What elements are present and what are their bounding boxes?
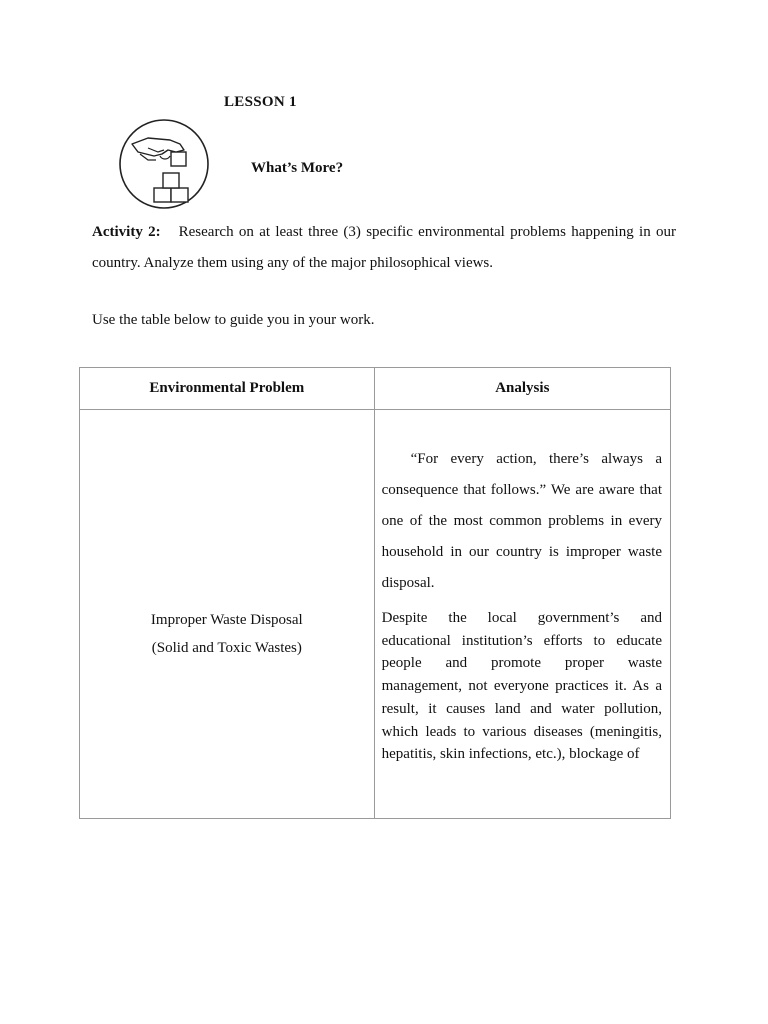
problem-name: Improper Waste Disposal <box>150 612 303 628</box>
table-row <box>80 410 671 819</box>
lesson-title: LESSON 1 <box>224 94 297 110</box>
activity-text: Research on at least three (3) specific environmental problems happening in our country. Analyze them using any of the major philosophical views. <box>92 224 677 271</box>
problem-text <box>80 606 374 662</box>
activity-instructions <box>92 217 676 279</box>
table-header-row <box>80 368 671 410</box>
analysis-table <box>79 367 671 819</box>
activity-label: Activity 2: <box>92 224 161 240</box>
header-analysis: Analysis <box>374 368 670 410</box>
problem-detail: (Solid and Toxic Wastes) <box>151 640 302 656</box>
analysis-cell <box>374 410 670 819</box>
problem-cell <box>80 410 375 819</box>
section-title: What’s More? <box>251 160 344 176</box>
guide-text: Use the table below to guide you in your work. <box>92 312 375 328</box>
analysis-paragraph-1: “For every action, there’s always a consequence that follows.” We are aware that one of the most common problems in every household in our country is improper waste disposal. <box>381 451 662 591</box>
header-environmental-problem: Environmental Problem <box>80 368 375 410</box>
analysis-paragraph-2: Despite the local government’s and educational institution’s efforts to educate people and promote proper waste management, not everyone practices it. As a result, it causes land and water pollution, which leads to various diseases (meningitis, hepatitis, skin infections, etc.), blockage of <box>381 610 662 763</box>
hand-stacking-blocks-icon <box>118 118 210 210</box>
